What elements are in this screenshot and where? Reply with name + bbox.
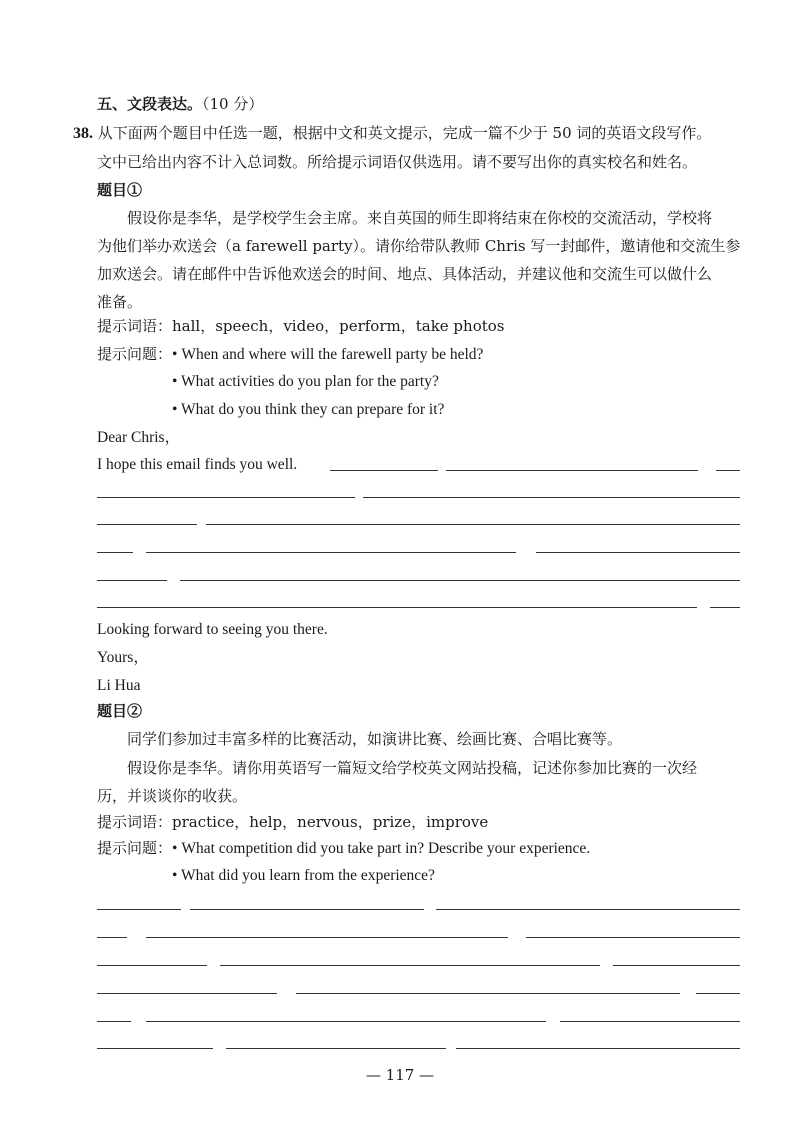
topic1-paragraph-line-2: 为他们举办欢送会（a farewell party）。请你给带队教师 Chris 写一封邮件，邀请他和交流生参 [97, 237, 741, 255]
answer-line[interactable] [226, 1048, 446, 1049]
topic1-paragraph-line-3: 加欢送会。请在邮件中告诉他欢送会的时间、地点、具体活动，并建议他和交流生可以做什么 [97, 265, 713, 283]
answer-line[interactable] [97, 937, 127, 938]
topic2-hint-words: 提示词语：practice，help，nervous，prize，improve [97, 813, 489, 831]
answer-line[interactable] [97, 1048, 213, 1049]
section-heading [97, 94, 263, 114]
answer-line[interactable] [716, 470, 740, 471]
answer-line[interactable] [536, 552, 740, 553]
answer-line[interactable] [146, 937, 508, 938]
topic1-hint-question-1 [97, 344, 483, 365]
topic1-signoff: Yours， [97, 649, 149, 666]
answer-line[interactable] [363, 497, 740, 498]
topic1-opening: I hope this email finds you well. [97, 456, 298, 473]
question-instruction-1 [73, 123, 711, 144]
answer-line[interactable] [97, 497, 355, 498]
topic1-paragraph-line-4: 准备。 [97, 293, 143, 311]
topic1-greeting: Dear Chris， [97, 429, 181, 446]
topic2-paragraph-1: 同学们参加过丰富多样的比赛活动，如演讲比赛、绘画比赛、合唱比赛等。 [127, 730, 623, 748]
answer-line[interactable] [146, 552, 516, 553]
topic2-paragraph-2-line-2: 历，并谈谈你的收获。 [97, 787, 248, 805]
answer-line[interactable] [97, 552, 133, 553]
answer-line[interactable] [97, 993, 277, 994]
topic1-hint-q1: • When and where will the farewell party be held? [172, 346, 484, 363]
topic1-hint-question-3: • What do you think they can prepare for it? [172, 401, 445, 418]
answer-line[interactable] [526, 937, 740, 938]
answer-line[interactable] [97, 524, 197, 525]
topic2-hint-q1: • What competition did you take part in? Describe your experience. [172, 840, 591, 857]
answer-line[interactable] [436, 909, 740, 910]
topic1-hint-words: 提示词语：hall，speech，video，perform，take photos [97, 317, 505, 335]
question-number: 38. [73, 125, 93, 142]
instruction-line-2: 文中已给出内容不计入总词数。所给提示词语仅供选用。请不要写出你的真实校名和姓名。 [97, 153, 698, 171]
topic2-hint-question-1 [97, 838, 590, 859]
section-points: （10 分） [202, 95, 264, 113]
answer-line[interactable] [146, 1021, 546, 1022]
topic1-paragraph-line-1: 假设你是李华，是学校学生会主席。来自英国的师生即将结束在你校的交流活动，学校将 [127, 209, 713, 227]
topic1-heading: 题目① [97, 181, 143, 199]
page-number: — 117 — [365, 1066, 435, 1084]
topic2-paragraph-2-line-1: 假设你是李华。请你用英语写一篇短文给学校英文网站投稿，记述你参加比赛的一次经 [127, 759, 698, 777]
topic1-signature: Li Hua [97, 677, 141, 694]
answer-line[interactable] [330, 470, 438, 471]
topic1-hint-q-label: 提示问题： [97, 345, 173, 363]
answer-line[interactable] [180, 580, 740, 581]
answer-line[interactable] [97, 909, 181, 910]
answer-line[interactable] [206, 524, 740, 525]
answer-line[interactable] [696, 993, 740, 994]
answer-line[interactable] [190, 909, 424, 910]
answer-line[interactable] [97, 1021, 131, 1022]
answer-line[interactable] [220, 965, 600, 966]
answer-line[interactable] [613, 965, 740, 966]
topic1-closing: Looking forward to seeing you there. [97, 621, 328, 638]
instruction-line-1: 从下面两个题目中任选一题，根据中文和英文提示，完成一篇不少于 50 词的英语文段写作。 [97, 124, 712, 142]
answer-line[interactable] [97, 965, 207, 966]
answer-line[interactable] [446, 470, 698, 471]
topic2-hint-q-label: 提示问题： [97, 839, 173, 857]
answer-line[interactable] [456, 1048, 740, 1049]
answer-line[interactable] [560, 1021, 740, 1022]
answer-line[interactable] [97, 607, 697, 608]
topic2-heading: 题目② [97, 702, 143, 720]
answer-line[interactable] [97, 580, 167, 581]
answer-line[interactable] [710, 607, 740, 608]
topic1-hint-question-2: • What activities do you plan for the party? [172, 373, 439, 390]
topic2-hint-question-2: • What did you learn from the experience? [172, 867, 435, 884]
answer-line[interactable] [296, 993, 680, 994]
section-title: 五、文段表达。 [97, 95, 203, 113]
